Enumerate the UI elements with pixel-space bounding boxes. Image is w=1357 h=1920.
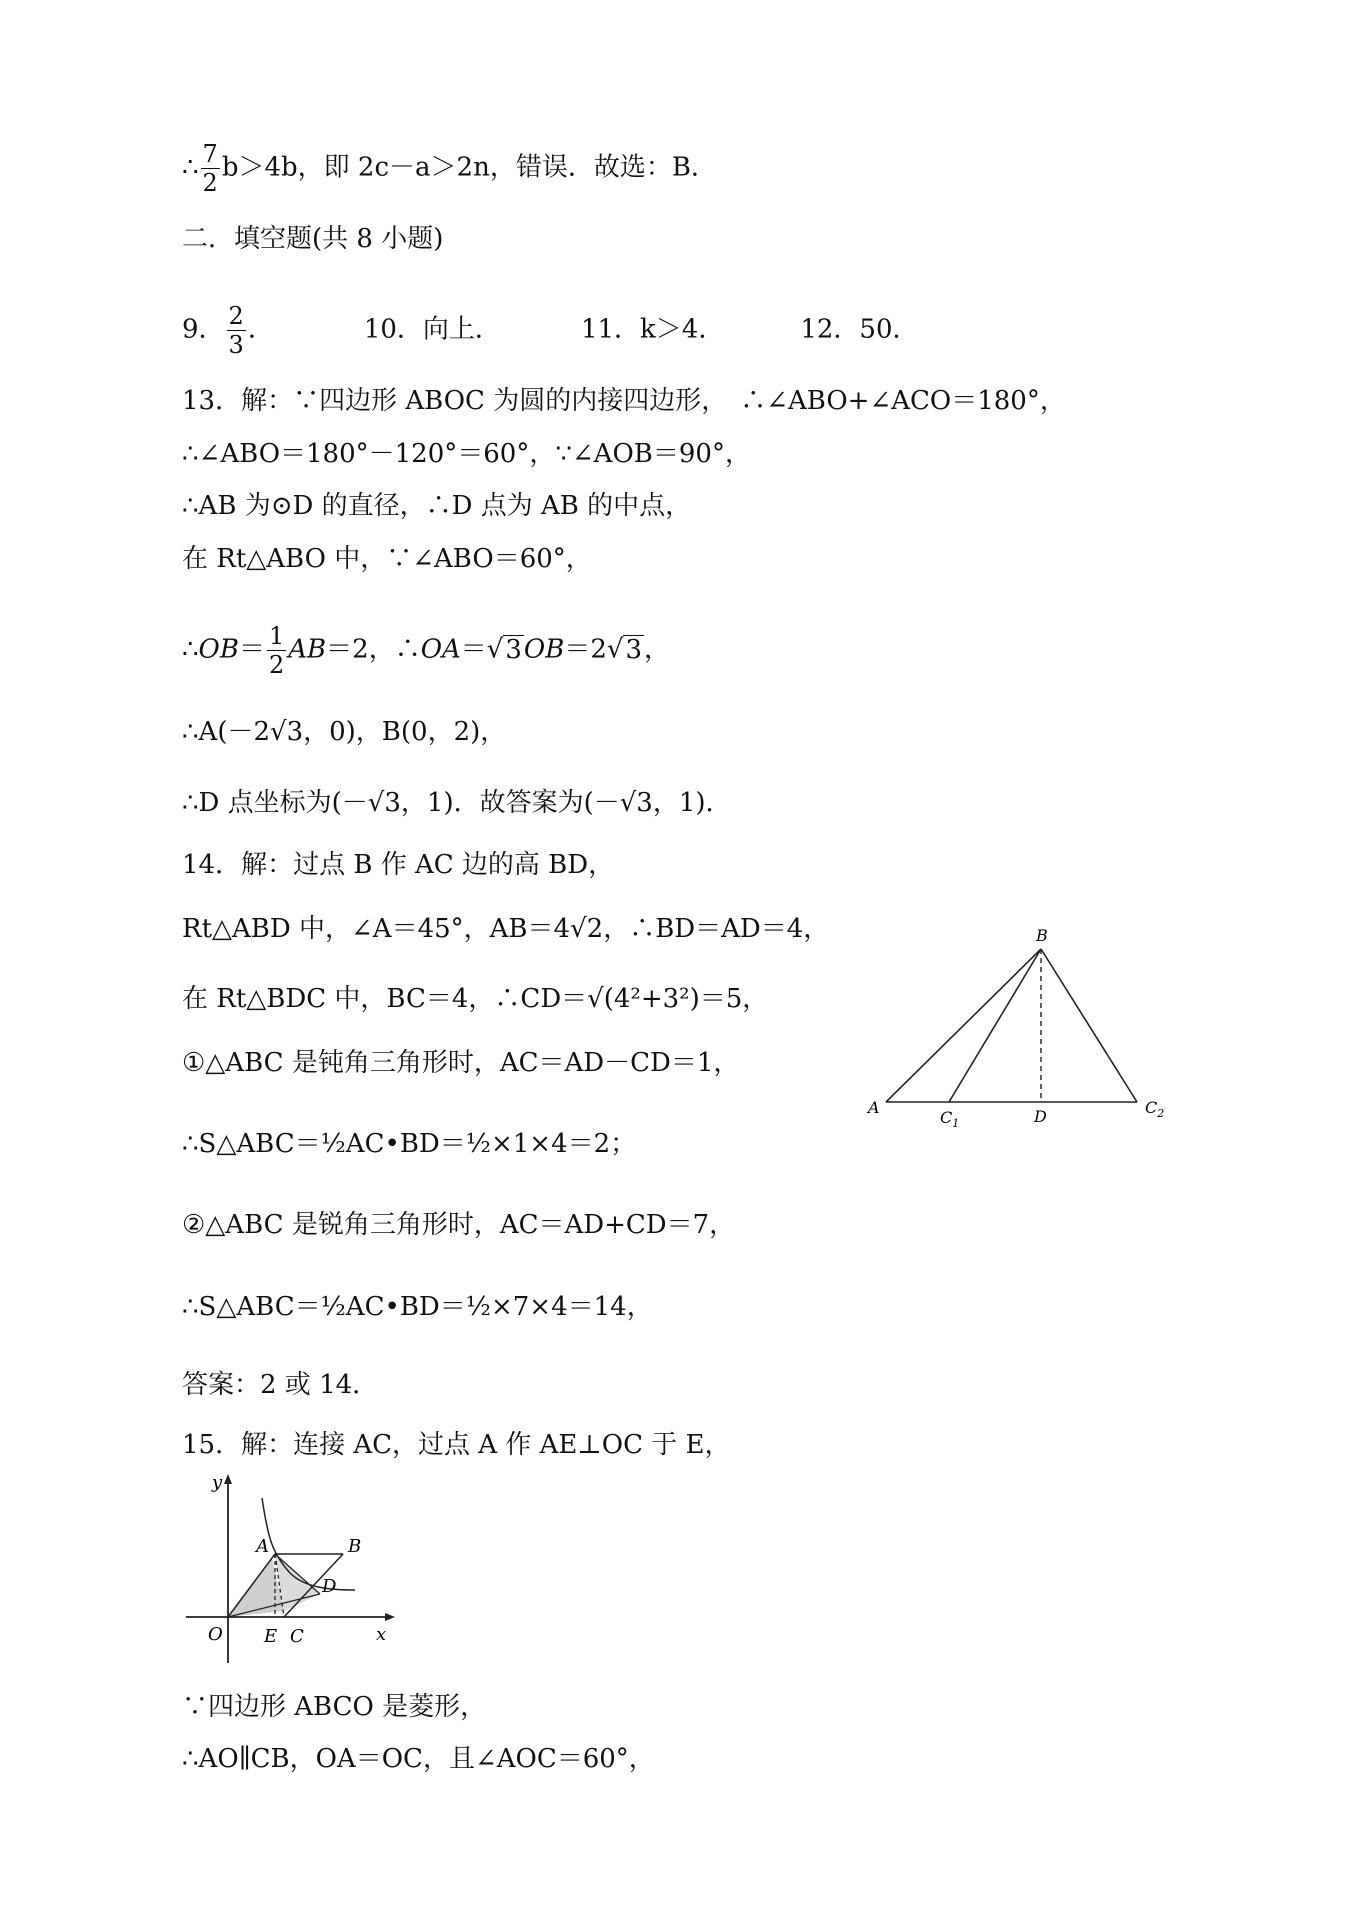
q14-line-7: ∴S△ABC＝½AC•BD＝½×7×4＝14， [182, 1292, 653, 1322]
q14-line-1: 14．解：过点 B 作 AC 边的高 BD， [182, 850, 615, 880]
text-line: ∴ $\frac{7}{2}$ b＞4b，即 2c－a＞2n，错误．故选：B． [182, 140, 717, 197]
q14-line-3: 在 Rt△BDC 中，BC＝4，∴CD＝√(4²+3²)＝5， [182, 984, 769, 1014]
q13-line-5: ∴OB＝ $\frac{1}{2}$ AB＝2，∴OA＝√3OB＝2√3， [182, 622, 671, 679]
q14-line-2: Rt△ABD 中，∠A＝45°，AB＝4√2，∴BD＝AD＝4， [182, 914, 830, 944]
label-c: C [290, 1626, 304, 1647]
answer-line: 9． $\frac{2}{3}$ ． 10．向上． 11．k＞4． 12．50． [182, 302, 919, 359]
fraction: $\frac{1}{2}$ [268, 622, 285, 679]
q14-line-4: ①△ABC 是钝角三角形时，AC＝AD－CD＝1， [182, 1048, 740, 1078]
q15-line-1: 15．解：连接 AC，过点 A 作 AE⊥OC 于 E， [182, 1430, 731, 1460]
q13-line-2: ∴∠ABO＝180°－120°＝60°，∵∠AOB＝90°， [182, 439, 751, 469]
fraction: $\frac{7}{2}$ [202, 140, 218, 197]
label-x: x [376, 1624, 387, 1645]
q15-line-2: ∵四边形 ABCO 是菱形， [182, 1692, 487, 1722]
q14-answer: 答案：2 或 14． [182, 1370, 379, 1400]
q14-line-5: ∴S△ABC＝½AC•BD＝½×1×4＝2； [182, 1129, 637, 1159]
triangle-figure [860, 915, 1180, 1135]
label-b: B [1036, 926, 1048, 945]
label-a: A [868, 1098, 880, 1117]
section-heading: 二．填空题(共 8 小题) [182, 224, 444, 254]
label-e: E [264, 1626, 278, 1647]
segment-bc2 [1041, 949, 1137, 1102]
x-axis-arrow-icon [385, 1613, 395, 1621]
label-c2: $C_2$ [1145, 1098, 1165, 1120]
q13-line-1: 13．解：∵四边形 ABOC 为圆的内接四边形， ∴∠ABO+∠ACO＝180°， [182, 386, 1066, 416]
q13-line-4: 在 Rt△ABO 中，∵∠ABO＝60°， [182, 544, 592, 574]
fraction: $\frac{2}{3}$ [228, 302, 244, 359]
label-d: D [322, 1576, 337, 1597]
q13-line-6: ∴A(－2√3，0)，B(0，2)， [182, 717, 507, 747]
q13-line-3: ∴AB 为⊙D 的直径，∴D 点为 AB 的中点， [182, 491, 692, 521]
q15-line-3: ∴AO∥CB，OA＝OC，且∠AOC＝60°， [182, 1744, 655, 1774]
label-y: y [212, 1472, 223, 1493]
q13-line-7: ∴D 点坐标为(－√3，1)．故答案为(－√3，1)． [182, 788, 732, 818]
y-axis-arrow-icon [224, 1474, 232, 1484]
q14-line-6: ②△ABC 是锐角三角形时，AC＝AD+CD＝7， [182, 1210, 736, 1240]
label-a: A [256, 1536, 269, 1557]
label-d: D [1034, 1107, 1047, 1126]
rhombus-figure [180, 1468, 400, 1668]
label-c1: $C_1$ [940, 1108, 960, 1130]
label-b: B [348, 1536, 362, 1557]
label-o: O [208, 1624, 223, 1645]
